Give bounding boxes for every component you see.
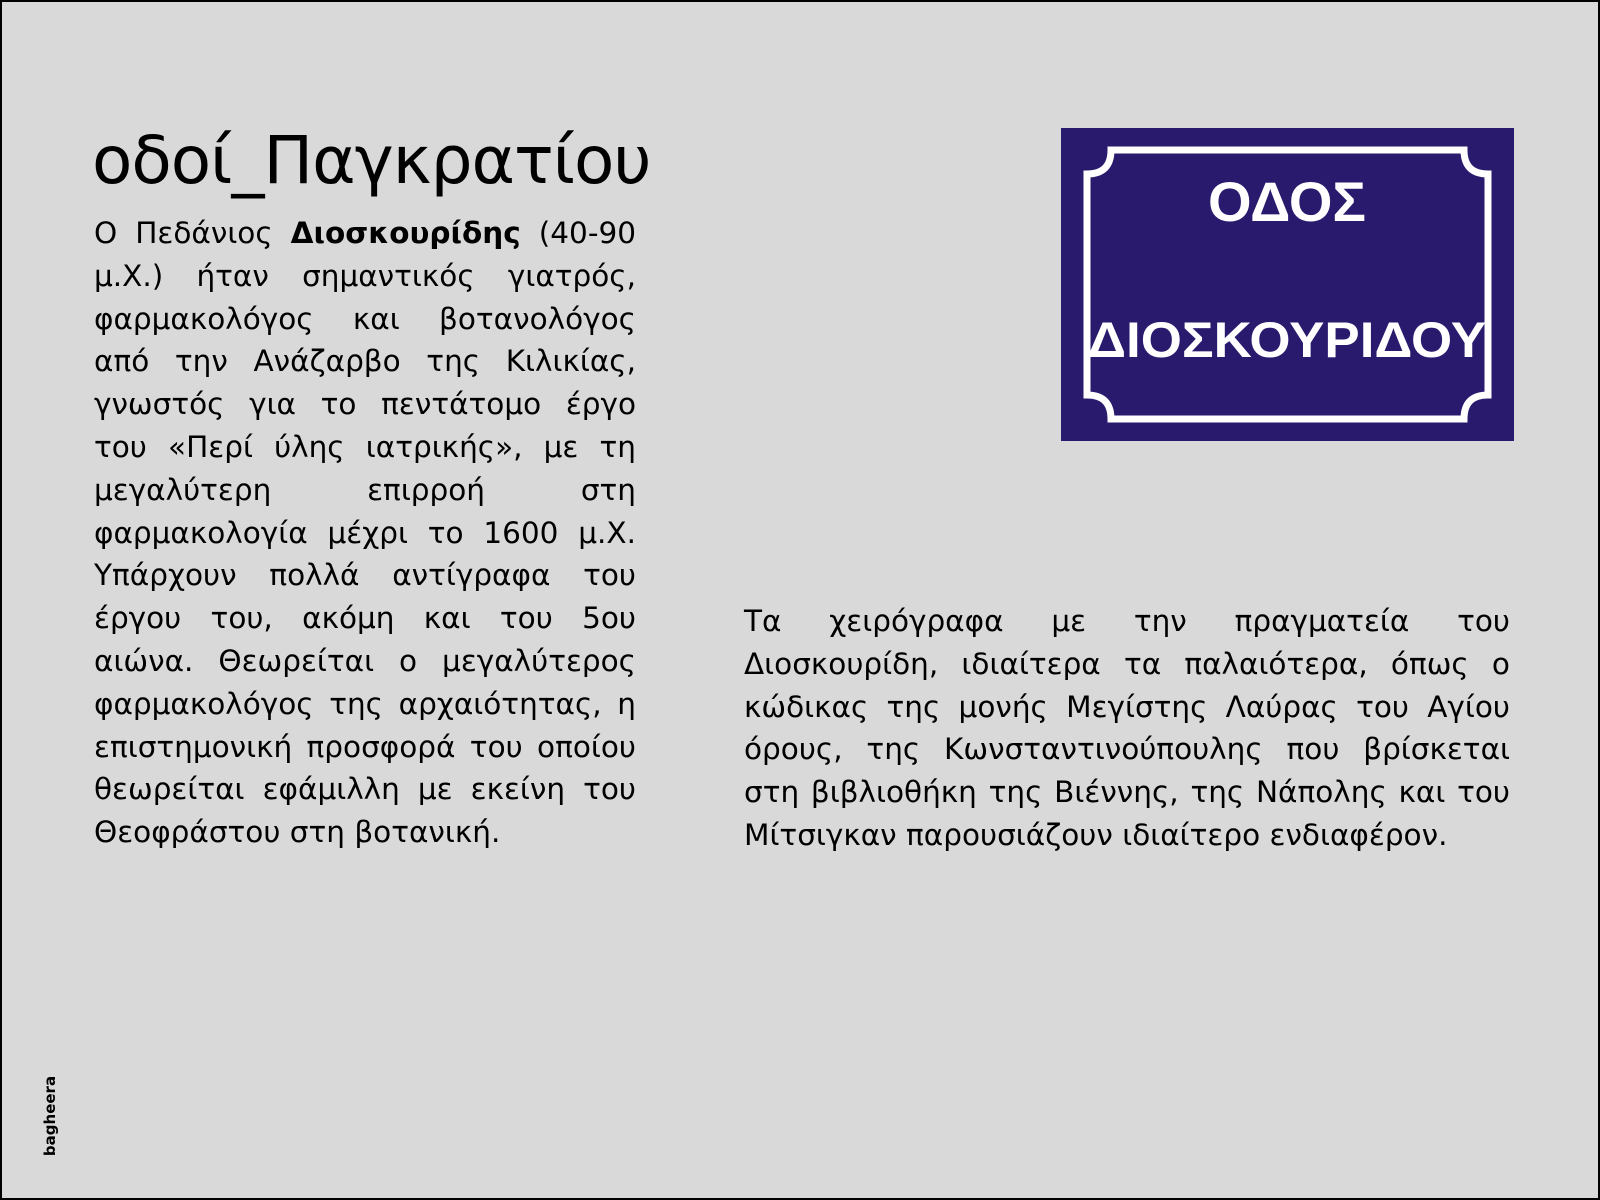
street-sign-line1: ΟΔΟΣ [1208, 170, 1366, 233]
page-title: οδοί_Παγκρατίου [92, 122, 651, 199]
street-sign-line2: ΔΙΟΣΚΟΥΡΙΔΟΥ [1088, 312, 1486, 368]
left-column-text [94, 212, 636, 854]
right-column-text: Τα χειρόγραφα με την πραγματεία του Διοσκουρίδη, ιδιαίτερα τα παλαιότερα, όπως ο κώδικας της μονής Μεγίστης Λαύρας του Αγίου όρους, της Κωνσταντινούπουλης που βρίσκεται στη βιβλιοθήκη της Βιέννης, της Νάπολης και του Μίτσιγκαν παρουσιάζουν ιδιαίτερο ενδιαφέρον. [744, 604, 1510, 852]
credit-label: bagheera [41, 1075, 59, 1157]
body-text: (40-90 μ.Χ.) ήταν σημαντικός γιατρός, φαρμακολόγος και βοτανολόγος από την Ανάζαρβο της Κιλικίας, γνωστός για το πεντάτομο έργο του «Περί ύλης ιατρικής», με τη μεγαλύτερη επιρροή στη φαρμακολογία μέχρι το 1600 μ.Χ. Υπάρχουν πολλά αντίγραφα του έργου του, ακόμη και του 5ου αιώνα. Θεωρείται ο μεγαλύτερος φαρμακολόγος της αρχαιότητας, η επιστημονική προσφορά του οποίου θεωρείται εφάμιλλη με εκείνη του Θεοφράστου στη βοτανική. [94, 216, 636, 850]
bold-name: Διοσκουρίδης [290, 216, 521, 250]
street-sign-image [1061, 128, 1514, 441]
intro-text: Ο Πεδάνιος [94, 216, 291, 250]
